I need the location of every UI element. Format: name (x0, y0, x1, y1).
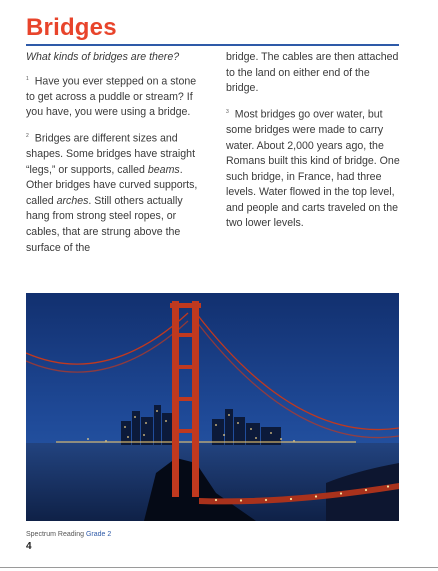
paragraph-3 (226, 105, 402, 232)
paragraph-text: Have you ever stepped on a stone to get across a puddle or stream? If you have, you were using a bridge. (26, 75, 197, 119)
page-number: 4 (26, 541, 32, 552)
paragraph-number: 3 (226, 108, 229, 115)
paragraph-text: Bridges are different sizes and shapes. Some bridges have straight “legs,” or supports, called (26, 132, 196, 176)
term-arches: arches (56, 194, 89, 207)
series-name: Spectrum Reading (26, 531, 84, 538)
left-column (26, 50, 204, 264)
paragraph-number: 1 (26, 75, 29, 82)
paragraph-1 (26, 72, 204, 121)
grade-label: Grade 2 (85, 531, 112, 538)
paragraph-text: . Other bridges have curved supports, called (26, 163, 198, 207)
paragraph-text: . Still others actually hang from strong steel ropes, or cables, that are strung above the surface of the (26, 194, 183, 254)
title-rule (26, 44, 399, 46)
term-beams: beams (147, 163, 180, 176)
paragraph-2-continued: bridge. The cables are then attached to the land on either end of the bridge. (226, 51, 399, 95)
bridge-photo (26, 293, 399, 521)
question-text: What kinds of bridges are there? (26, 51, 180, 63)
right-column (226, 50, 402, 240)
page-bottom-divider (0, 567, 438, 568)
footer (26, 531, 111, 538)
paragraph-text: Most bridges go over water, but some bridges were made to carry water. About 2,000 years ago, the Romans built this kind of bridge. One such bridge, in France, had three levels. Water flowed in the top level, and people and carts traveled on the two lower levels. (226, 108, 400, 230)
paragraph-number: 2 (26, 132, 29, 139)
shore-lights (56, 441, 356, 443)
page-title: Bridges (26, 14, 117, 41)
paragraph-2 (26, 129, 204, 256)
